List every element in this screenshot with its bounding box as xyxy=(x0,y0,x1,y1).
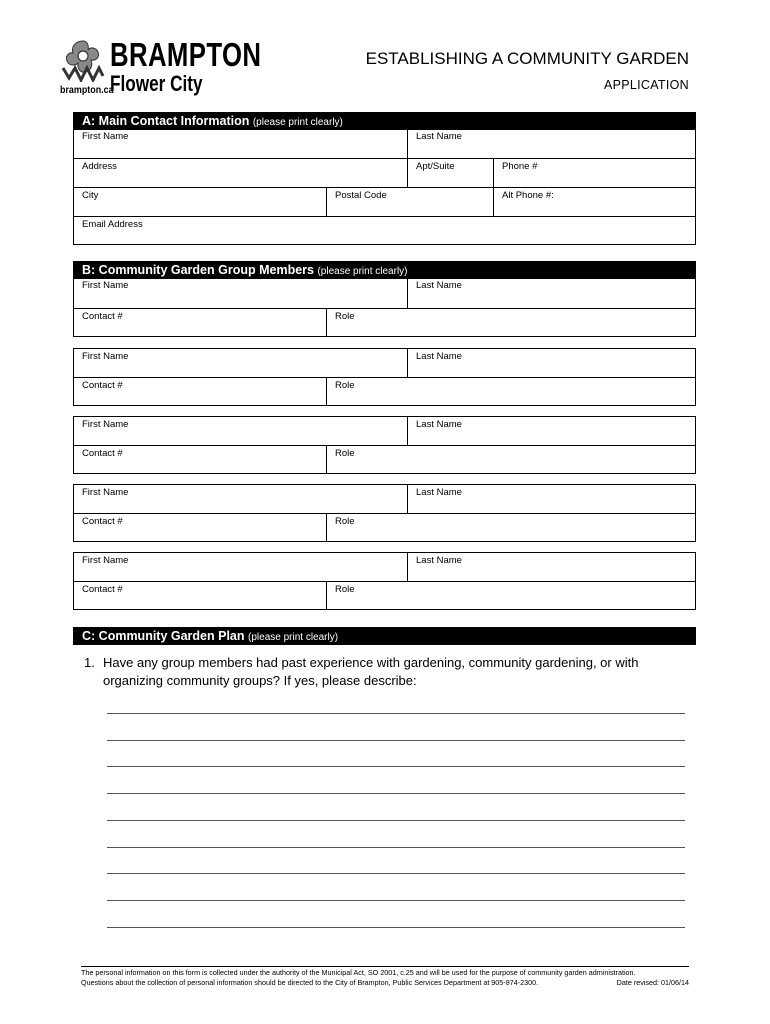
email-label: Email Address xyxy=(82,219,143,230)
main-contact-form xyxy=(73,128,696,245)
answer-line[interactable] xyxy=(107,793,685,794)
answer-line[interactable] xyxy=(107,873,685,874)
city-field[interactable] xyxy=(74,188,326,216)
document-subtitle: APPLICATION xyxy=(603,78,689,92)
member-role-label: Role xyxy=(335,448,355,459)
email-field[interactable] xyxy=(74,217,695,244)
member-role-field[interactable] xyxy=(326,378,695,406)
member-contact-label: Contact # xyxy=(82,584,123,595)
logo-url: brampton.ca xyxy=(60,84,114,96)
member-name-row xyxy=(74,417,695,446)
section-b-note: (please print clearly) xyxy=(317,266,408,277)
apt-suite-label: Apt/Suite xyxy=(416,161,455,172)
member-first-name-field[interactable] xyxy=(74,485,407,513)
postal-code-label: Postal Code xyxy=(335,190,387,201)
member-name-row xyxy=(74,485,695,514)
member-role-field[interactable] xyxy=(326,582,695,610)
answer-line[interactable] xyxy=(107,740,685,741)
member-contact-field[interactable] xyxy=(74,378,326,406)
last-name-label: Last Name xyxy=(416,131,462,142)
group-member-5 xyxy=(73,552,696,610)
member-contact-field[interactable] xyxy=(74,446,326,474)
first-name-field[interactable] xyxy=(74,129,407,158)
member-role-field[interactable] xyxy=(326,514,695,542)
member-name-row xyxy=(74,553,695,582)
member-contact-row xyxy=(74,446,695,474)
member-role-label: Role xyxy=(335,380,355,391)
address-label: Address xyxy=(82,161,117,172)
member-first-name-field[interactable] xyxy=(74,349,407,377)
member-last-name-field[interactable] xyxy=(407,485,695,513)
answer-line[interactable] xyxy=(107,820,685,821)
member-contact-row xyxy=(74,514,695,542)
section-c-title xyxy=(82,628,338,646)
member-role-field[interactable] xyxy=(326,309,695,337)
alt-phone-field[interactable] xyxy=(493,188,695,216)
contact-row-email xyxy=(74,217,695,244)
document-title-text: ESTABLISHING A COMMUNITY GARDEN xyxy=(365,49,689,68)
member-name-row xyxy=(74,278,695,309)
phone-label: Phone # xyxy=(502,161,538,172)
answer-line[interactable] xyxy=(107,847,685,848)
footer-notice xyxy=(81,968,689,987)
brampton-flower-logo-icon xyxy=(61,38,105,82)
group-member-1 xyxy=(73,277,696,337)
member-first-name-label: First Name xyxy=(82,351,129,362)
footer-divider xyxy=(81,966,689,967)
member-role-field[interactable] xyxy=(326,446,695,474)
member-contact-label: Contact # xyxy=(82,380,123,391)
member-last-name-label: Last Name xyxy=(416,555,462,566)
answer-line[interactable] xyxy=(107,766,685,767)
member-last-name-field[interactable] xyxy=(407,349,695,377)
section-c-title-text: C: Community Garden Plan xyxy=(82,629,245,643)
member-first-name-field[interactable] xyxy=(74,278,407,308)
postal-code-field[interactable] xyxy=(326,188,493,216)
member-contact-row xyxy=(74,309,695,337)
member-last-name-field[interactable] xyxy=(407,278,695,308)
section-a-note: (please print clearly) xyxy=(252,117,343,128)
section-c-note: (please print clearly) xyxy=(248,632,339,643)
last-name-field[interactable] xyxy=(407,129,695,158)
member-last-name-field[interactable] xyxy=(407,553,695,581)
alt-phone-label: Alt Phone #: xyxy=(502,190,554,201)
member-contact-label: Contact # xyxy=(82,448,123,459)
member-last-name-label: Last Name xyxy=(416,419,462,430)
member-last-name-field[interactable] xyxy=(407,417,695,445)
first-name-label: First Name xyxy=(82,131,129,142)
city-label: City xyxy=(82,190,99,201)
section-b-title-text: B: Community Garden Group Members xyxy=(82,263,314,277)
member-contact-field[interactable] xyxy=(74,514,326,542)
member-role-label: Role xyxy=(335,311,355,322)
logo-tagline: Flower City xyxy=(110,71,203,96)
contact-row-name xyxy=(74,129,695,159)
question-1-text: Have any group members had past experience with gardening, community gardening, or with organizing community groups? If yes, please describe: xyxy=(103,655,639,688)
member-role-label: Role xyxy=(335,584,355,595)
group-member-4 xyxy=(73,484,696,542)
group-member-2 xyxy=(73,348,696,406)
member-role-label: Role xyxy=(335,516,355,527)
answer-line[interactable] xyxy=(107,900,685,901)
member-last-name-label: Last Name xyxy=(416,351,462,362)
document-title xyxy=(366,49,689,69)
apt-suite-field[interactable] xyxy=(407,159,493,187)
member-last-name-label: Last Name xyxy=(416,280,462,291)
address-field[interactable] xyxy=(74,159,407,187)
member-contact-field[interactable] xyxy=(74,309,326,337)
section-a-title-text: A: Main Contact Information xyxy=(82,114,250,128)
logo-name: BRAMPTON xyxy=(110,36,262,73)
answer-line[interactable] xyxy=(107,713,685,714)
member-first-name-label: First Name xyxy=(82,487,129,498)
group-member-3 xyxy=(73,416,696,474)
member-contact-label: Contact # xyxy=(82,516,123,527)
member-first-name-field[interactable] xyxy=(74,417,407,445)
member-name-row xyxy=(74,349,695,378)
phone-field[interactable] xyxy=(493,159,695,187)
member-first-name-label: First Name xyxy=(82,419,129,430)
footer-notice-line-1: The personal information on this form is collected under the authority of the Municipal Act, SO 2001, c.25 and will be used for the purpose of community garden administration. xyxy=(81,968,636,977)
member-contact-label: Contact # xyxy=(82,311,123,322)
contact-row-city xyxy=(74,188,695,217)
member-last-name-label: Last Name xyxy=(416,487,462,498)
member-first-name-field[interactable] xyxy=(74,553,407,581)
answer-line[interactable] xyxy=(107,927,685,928)
member-contact-row xyxy=(74,582,695,610)
section-c-header xyxy=(73,627,696,645)
question-1-number: 1. xyxy=(84,655,95,670)
member-contact-field[interactable] xyxy=(74,582,326,610)
footer-notice-line-2: Questions about the collection of personal information should be directed to the City of Brampton, Public Services Department at 905-874-2300. xyxy=(81,977,539,987)
member-first-name-label: First Name xyxy=(82,555,129,566)
member-first-name-label: First Name xyxy=(82,280,129,291)
member-contact-row xyxy=(74,378,695,406)
footer-date-revised: Date revised: 01/06/14 xyxy=(616,978,689,987)
contact-row-address xyxy=(74,159,695,188)
